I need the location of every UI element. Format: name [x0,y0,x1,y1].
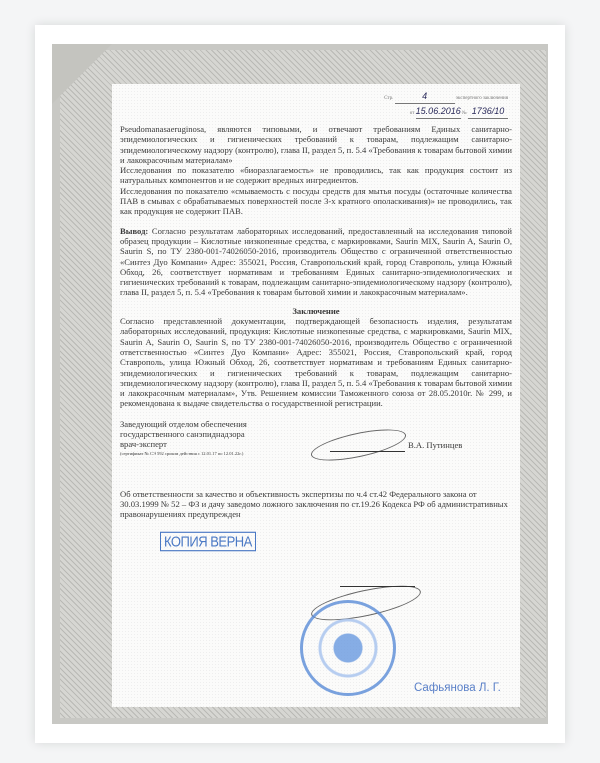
folded-corner [52,44,112,104]
conclusion-text: Согласно представленной документации, подтверждающей безопасность изделия, результатам лабораторных исследований, продукция: Кислотные низкопенные средства, с маркировками, Saurin MIX, Saurin A, Saurin O, Saurin S, по ТУ 2380-001-74026050-2016, производитель Общество с ограниченной ответственностью «Синтез Дуо Компани» Адрес: 355021, Россия, Ставропольский край, город Ставрополь, улица Южный Обход, 26, соответствует нормативам и требованиям Единых санитарно-эпидемиологических и гигиенических требований к товарам, подлежащим санитарно-эпидемиологическому надзору (контролю), глава II, раздел 5, п. 5.4 «Требования к товарам бытовой химии и лакокрасочным материалам», Утв. Решением комиссии Таможенного союза от 28.05.2010г. № 299, и рекомендована к выдаче свидетельства о государственной регистрации. [120,316,512,409]
signature-line-2 [340,586,415,587]
page-suffix: экспертного заключения [455,96,508,101]
certifier-name: Сафьянова Л. Г. [414,682,501,694]
page-reference [384,90,508,120]
responsibility-text: Об ответственности за качество и объективность экспертизы по ч.4 ст.42 Федерального закона от 30.03.1999 № 52 – ФЗ и дачу заведомо ложного заключения по ст.19.26 Кодекса РФ об административных правонарушениях предупрежден [120,488,508,520]
short-conclusion [120,226,512,298]
document-content [120,90,512,520]
signature-title-3: врач-эксперт [120,439,167,450]
paragraph: Pseudomanasaeruginosa, являются типовыми, и отвечают требованиям Единых санитарно-эпидемиологических и гигиенических требований к товарам, подлежащим санитарно-эпидемиологическому надзору (контролю), глава II, раздел 5, п. 5.4 «Требования к товарам бытовой химии и лакокрасочным материалам» [120,124,512,165]
official-seal [300,600,396,696]
paragraph: Исследования по показателю «смываемость с посуды средств для мытья посуды (остаточные количества ПАВ в смывах с обрабатываемых поверхностей после 3-х кратного ополаскивания)» не проводились, так как продукция не содержит ПАВ. [120,185,512,217]
signature-title-2: государственного санэпиднадзора [120,429,245,440]
signer-name: В.А. Путинцев [408,439,463,450]
signature-line [330,451,405,452]
page-number: 4 [395,90,455,104]
number-prefix: № [461,111,467,116]
date: 15.06.2016 [416,105,461,119]
certificate-note: (сертификат № СЭ 592 сроком действия с 12.01.17 по 12.01.22г.) [120,450,244,456]
conclusion-title: Заключение [292,305,340,316]
short-conclusion-text: Согласно результатам лабораторных исследований, предоставленный на исследования типовой образец продукции – Кислотные низкопенные средства, с маркировками, Saurin MIX, Saurin A, Saurin O, Saurin S, по ТУ 2380-001-74026050-2016, производитель Общество с ограниченной ответственностью «Синтез Дуо Компани» Адрес: 355021, Россия, Ставропольский край, город Ставрополь, улица Южный Обход, 26, соответствует нормативам и требованиям Единых санитарно-эпидемиологических и гигиенических требований к товарам, подлежащим санитарно-эпидемиологическому надзору (контролю), глава II, раздел 5, п. 5.4 «Требования к товарам бытовой химии и лакокрасочным материалам». [120,225,512,298]
date-prefix: от [409,111,415,116]
paragraph: Исследования по показателю «биоразлагаемость» не проводились, так как продукция состоит из натуральных компонентов и не содержит вредных ингредиентов. [120,165,512,186]
signature-title-1: Заведующий отделом обеспечения [120,418,247,429]
page-header [120,90,512,124]
document-number: 1736/10 [468,105,508,119]
copy-stamp: КОПИЯ ВЕРНА [160,532,256,552]
signature-block [120,419,512,469]
page-label: Стр. [384,96,394,101]
short-conclusion-label: Вывод: [120,225,149,236]
